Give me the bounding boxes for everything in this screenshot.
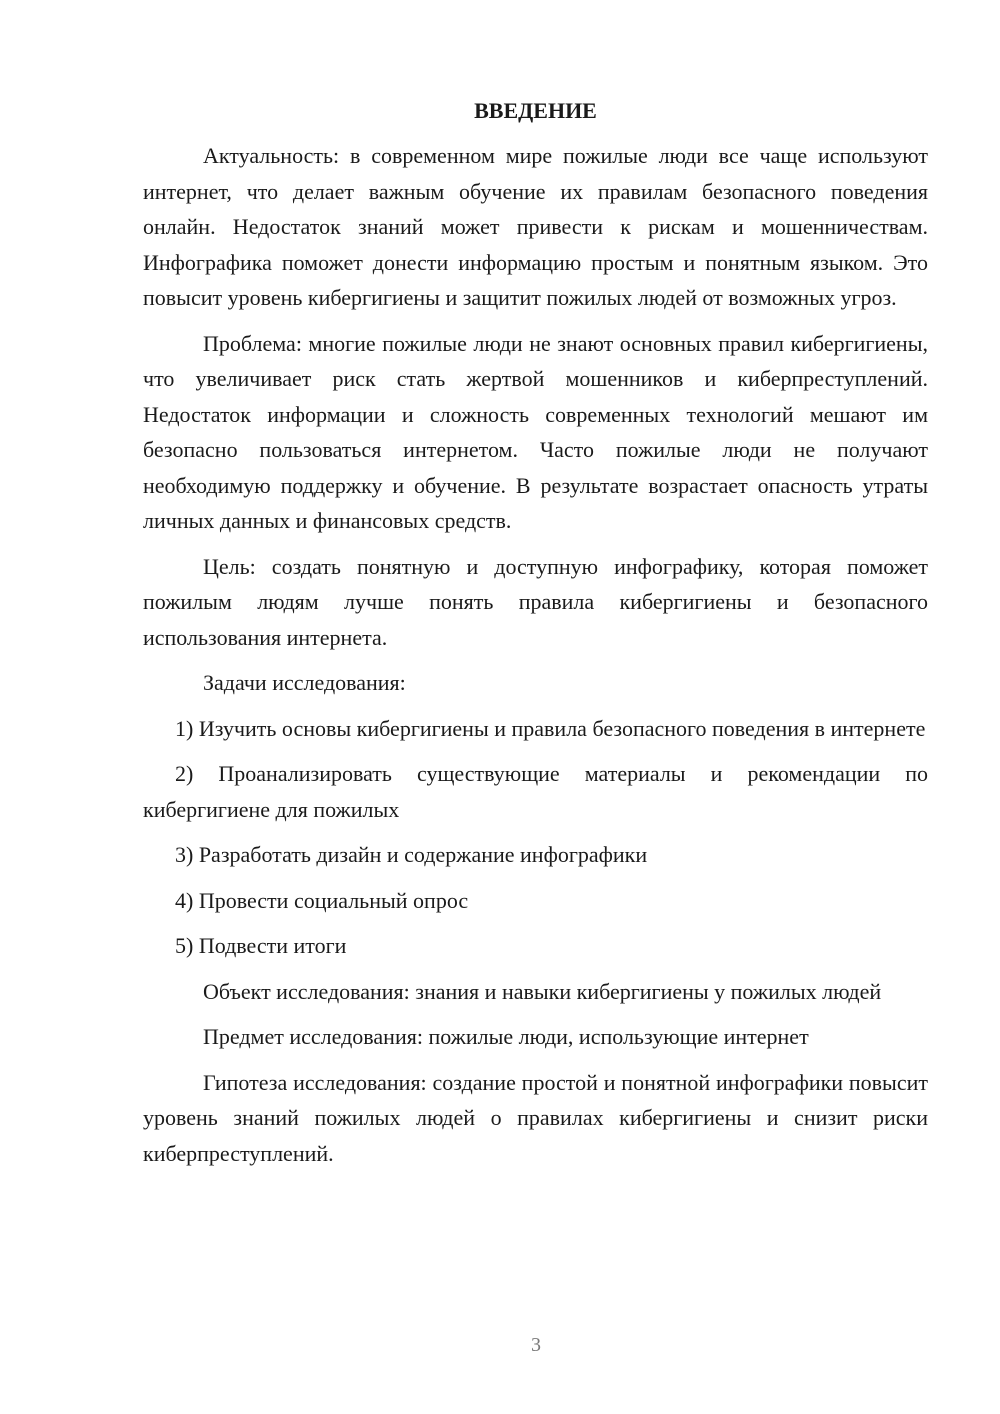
task-item-3: 3) Разработать дизайн и содержание инфографики: [175, 842, 648, 867]
task-item-4: 4) Провести социальный опрос: [175, 887, 469, 913]
task-item-5: 5) Подвести итоги: [175, 933, 347, 958]
relevance-paragraph: Актуальность: в современном мире пожилые люди все чаще используют интернет, что делает важным обучение их правилам безопасного поведения онлайн. Недостаток знаний может привести к рискам и мошенничествам. Инфографика поможет донести информацию простым и понятным языком. Это повысит уровень кибергигиены и защитит пожилых людей от возможных угроз.: [143, 143, 928, 310]
tasks-heading: Задачи исследования:: [203, 670, 406, 695]
goal-paragraph: Цель: создать понятную и доступную инфографику, которая поможет пожилым людям лучше понять правила кибергигиены и безопасного использования интернета.: [143, 553, 928, 650]
problem-paragraph: Проблема: многие пожилые люди не знают основных правил кибергигиены, что увеличивает риск стать жертвой мошенников и киберпреступлений. Недостаток информации и сложность современных технологий мешают им безопасно пользоваться интернетом. Часто пожилые люди не получают необходимую поддержку и обучение. В результате возрастает опасность утраты личных данных и финансовых средств.: [143, 330, 928, 533]
object-paragraph: Объект исследования: знания и навыки кибергигиены у пожилых людей: [203, 978, 882, 1004]
subject-paragraph: Предмет исследования: пожилые люди, использующие интернет: [203, 1024, 809, 1049]
page-number-value: 3: [531, 1334, 541, 1356]
task-item-2: 2) Проанализировать существующие материалы и рекомендации по кибергигиене для пожилых: [143, 761, 928, 822]
page-number: [0, 1330, 1000, 1360]
page-title: ВВЕДЕНИЕ: [474, 98, 597, 123]
page-content: [143, 93, 928, 1181]
hypothesis-paragraph: Гипотеза исследования: создание простой и понятной инфографики повысит уровень знаний пожилых людей о правилах кибергигиены и снизит риски киберпреступлений.: [143, 1069, 928, 1166]
task-item-1: 1) Изучить основы кибергигиены и правила безопасного поведения в интернете: [175, 715, 926, 741]
